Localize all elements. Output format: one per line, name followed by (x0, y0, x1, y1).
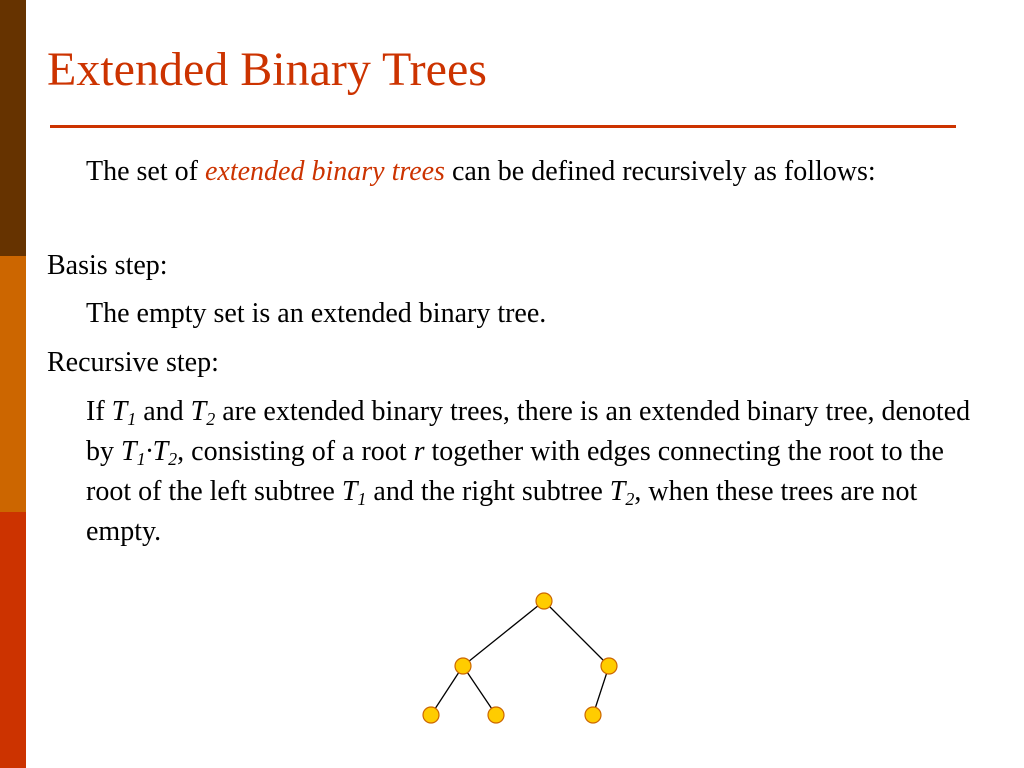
recursive-text-1: If (86, 396, 112, 427)
tree-node-right-left (585, 707, 601, 723)
tree-node-root (536, 593, 552, 609)
tree-node-left-left (423, 707, 439, 723)
intro-text-after: can be defined recursively as follows: (444, 156, 876, 187)
recursive-text-4: , consisting of a root (177, 436, 414, 467)
recursive-text-6: and the right subtree (366, 476, 610, 507)
sidebar-stripe-top (0, 0, 26, 256)
sidebar-stripe-bottom (0, 512, 26, 768)
basis-step-text: The empty set is an extended binary tree. (86, 298, 547, 329)
tree-node-left (455, 658, 471, 674)
recursive-step-heading: Recursive step: (47, 347, 219, 378)
basis-step-heading: Basis step: (47, 250, 168, 281)
intro-paragraph (86, 152, 991, 192)
tree-edge-left-to-left-left (431, 666, 463, 715)
recursive-text-7: , when these trees are not empty. (86, 476, 918, 547)
sidebar-stripe-middle (0, 256, 26, 512)
recursive-text-5: together with edges connecting the root to the root of the left subtree (86, 436, 944, 507)
symbol-r: r (413, 436, 425, 467)
symbol-t1-dot-t2: $T_1\cdot T_2$ (121, 436, 178, 469)
slide-title: Extended Binary Trees (47, 43, 487, 96)
intro-text-before: The set of (86, 156, 205, 187)
tree-node-right (601, 658, 617, 674)
symbol-t2-right: $T_2$ (609, 476, 635, 509)
recursive-text-3: are extended binary trees, there is an extended binary tree, denoted by (86, 396, 971, 467)
tree-node-left-right (488, 707, 504, 723)
tree-edge-root-to-right (544, 601, 609, 666)
symbol-t1: $T_1$ (111, 396, 137, 429)
title-underline (50, 125, 956, 128)
recursive-text-2: and (136, 396, 191, 427)
tree-edge-right-to-right-left (593, 666, 609, 715)
symbol-t2: $T_2$ (190, 396, 216, 429)
symbol-t1-left: $T_1$ (341, 476, 367, 509)
tree-edge-left-to-left-right (463, 666, 496, 715)
highlighted-term: extended binary trees (204, 156, 445, 187)
tree-edge-root-to-left (463, 601, 544, 666)
recursive-step-text (86, 392, 991, 552)
